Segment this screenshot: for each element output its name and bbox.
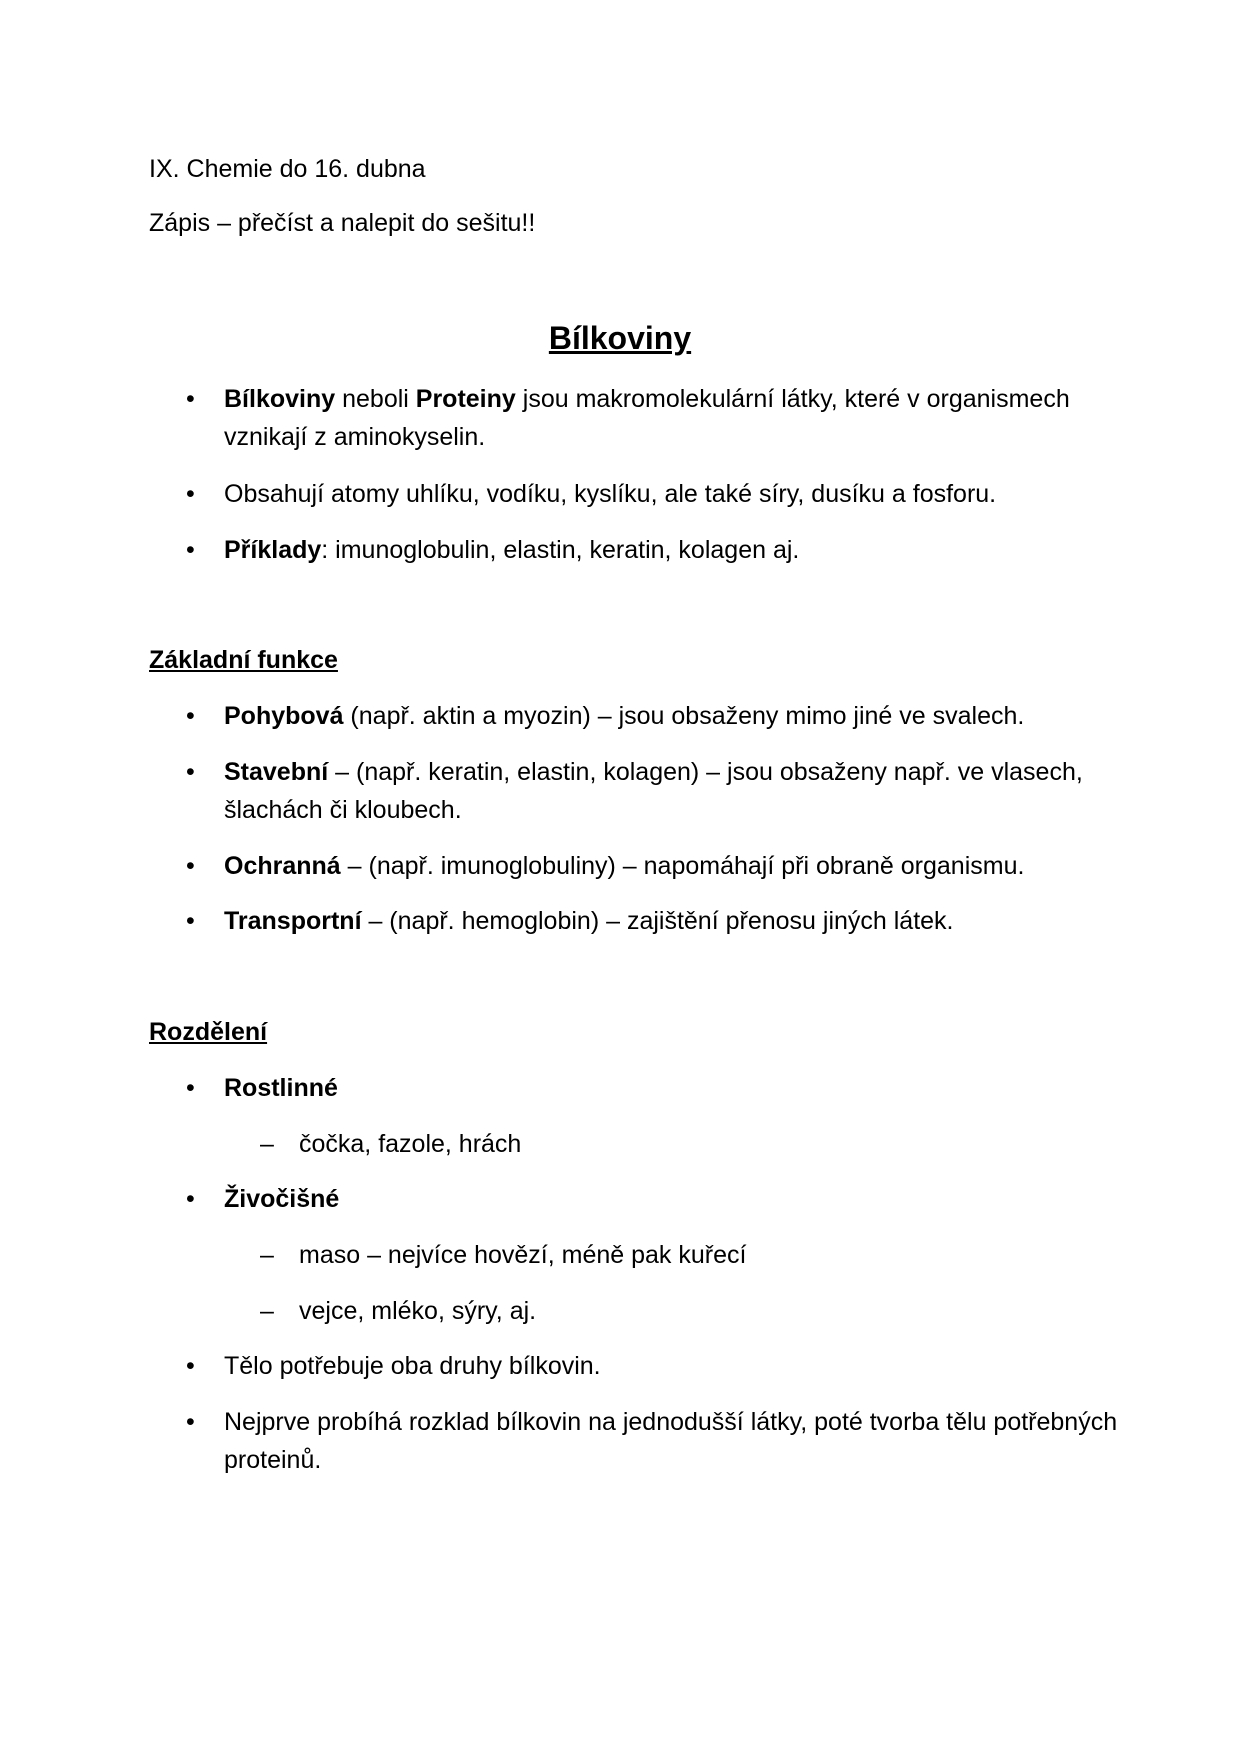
section-heading-division: Rozdělení <box>149 1018 268 1046</box>
dash-mark: – <box>260 1130 274 1158</box>
bullet-text: Transportní – (např. hemoglobin) – zajištění přenosu jiných látek. <box>224 907 954 935</box>
bullet-mark: • <box>186 1074 195 1102</box>
bullet-text: Bílkoviny neboli Proteiny jsou makromolekulární látky, které v organismech vznikají z aminokyselin. <box>224 385 1070 451</box>
bullet-text: Pohybová (např. aktin a myozin) – jsou obsaženy mimo jiné ve svalech. <box>224 702 1025 730</box>
bullet-mark: • <box>186 702 195 730</box>
bullet-text: Stavební – (např. keratin, elastin, kolagen) – jsou obsaženy např. ve vlasech, šlachách či kloubech. <box>224 758 1083 824</box>
header-line-instruction: Zápis – přečíst a nalepit do sešitu!! <box>149 209 536 237</box>
bullet-text: Ochranná – (např. imunoglobuliny) – napomáhají při obraně organismu. <box>224 852 1025 880</box>
bullet-mark: • <box>186 536 195 564</box>
dash-mark: – <box>260 1297 274 1325</box>
bullet-mark: • <box>186 852 195 880</box>
bullet-mark: • <box>186 1185 195 1213</box>
bullet-text: Příklady: imunoglobulin, elastin, keratin, kolagen aj. <box>224 536 800 564</box>
header-line-class-date: IX. Chemie do 16. dubna <box>149 155 426 183</box>
subitem-text: maso – nejvíce hovězí, méně pak kuřecí <box>299 1241 747 1269</box>
bullet-mark: • <box>186 1352 195 1380</box>
bullet-mark: • <box>186 385 195 413</box>
bullet-text: Obsahují atomy uhlíku, vodíku, kyslíku, ale také síry, dusíku a fosforu. <box>224 480 997 508</box>
bullet-mark: • <box>186 758 195 786</box>
bullet-mark: • <box>186 480 195 508</box>
bullet-text: Živočišné <box>224 1185 340 1213</box>
bullet-mark: • <box>186 907 195 935</box>
bullet-text: Tělo potřebuje oba druhy bílkovin. <box>224 1352 601 1380</box>
subitem-text: čočka, fazole, hrách <box>299 1130 522 1158</box>
page-title: Bílkoviny <box>548 320 692 356</box>
dash-mark: – <box>260 1241 274 1269</box>
subitem-text: vejce, mléko, sýry, aj. <box>299 1297 537 1325</box>
section-heading-functions: Základní funkce <box>149 646 338 674</box>
bullet-text: Rostlinné <box>224 1074 338 1102</box>
bullet-text: Nejprve probíhá rozklad bílkovin na jednodušší látky, poté tvorba tělu potřebných proteinů. <box>224 1408 1118 1474</box>
bullet-mark: • <box>186 1408 195 1436</box>
